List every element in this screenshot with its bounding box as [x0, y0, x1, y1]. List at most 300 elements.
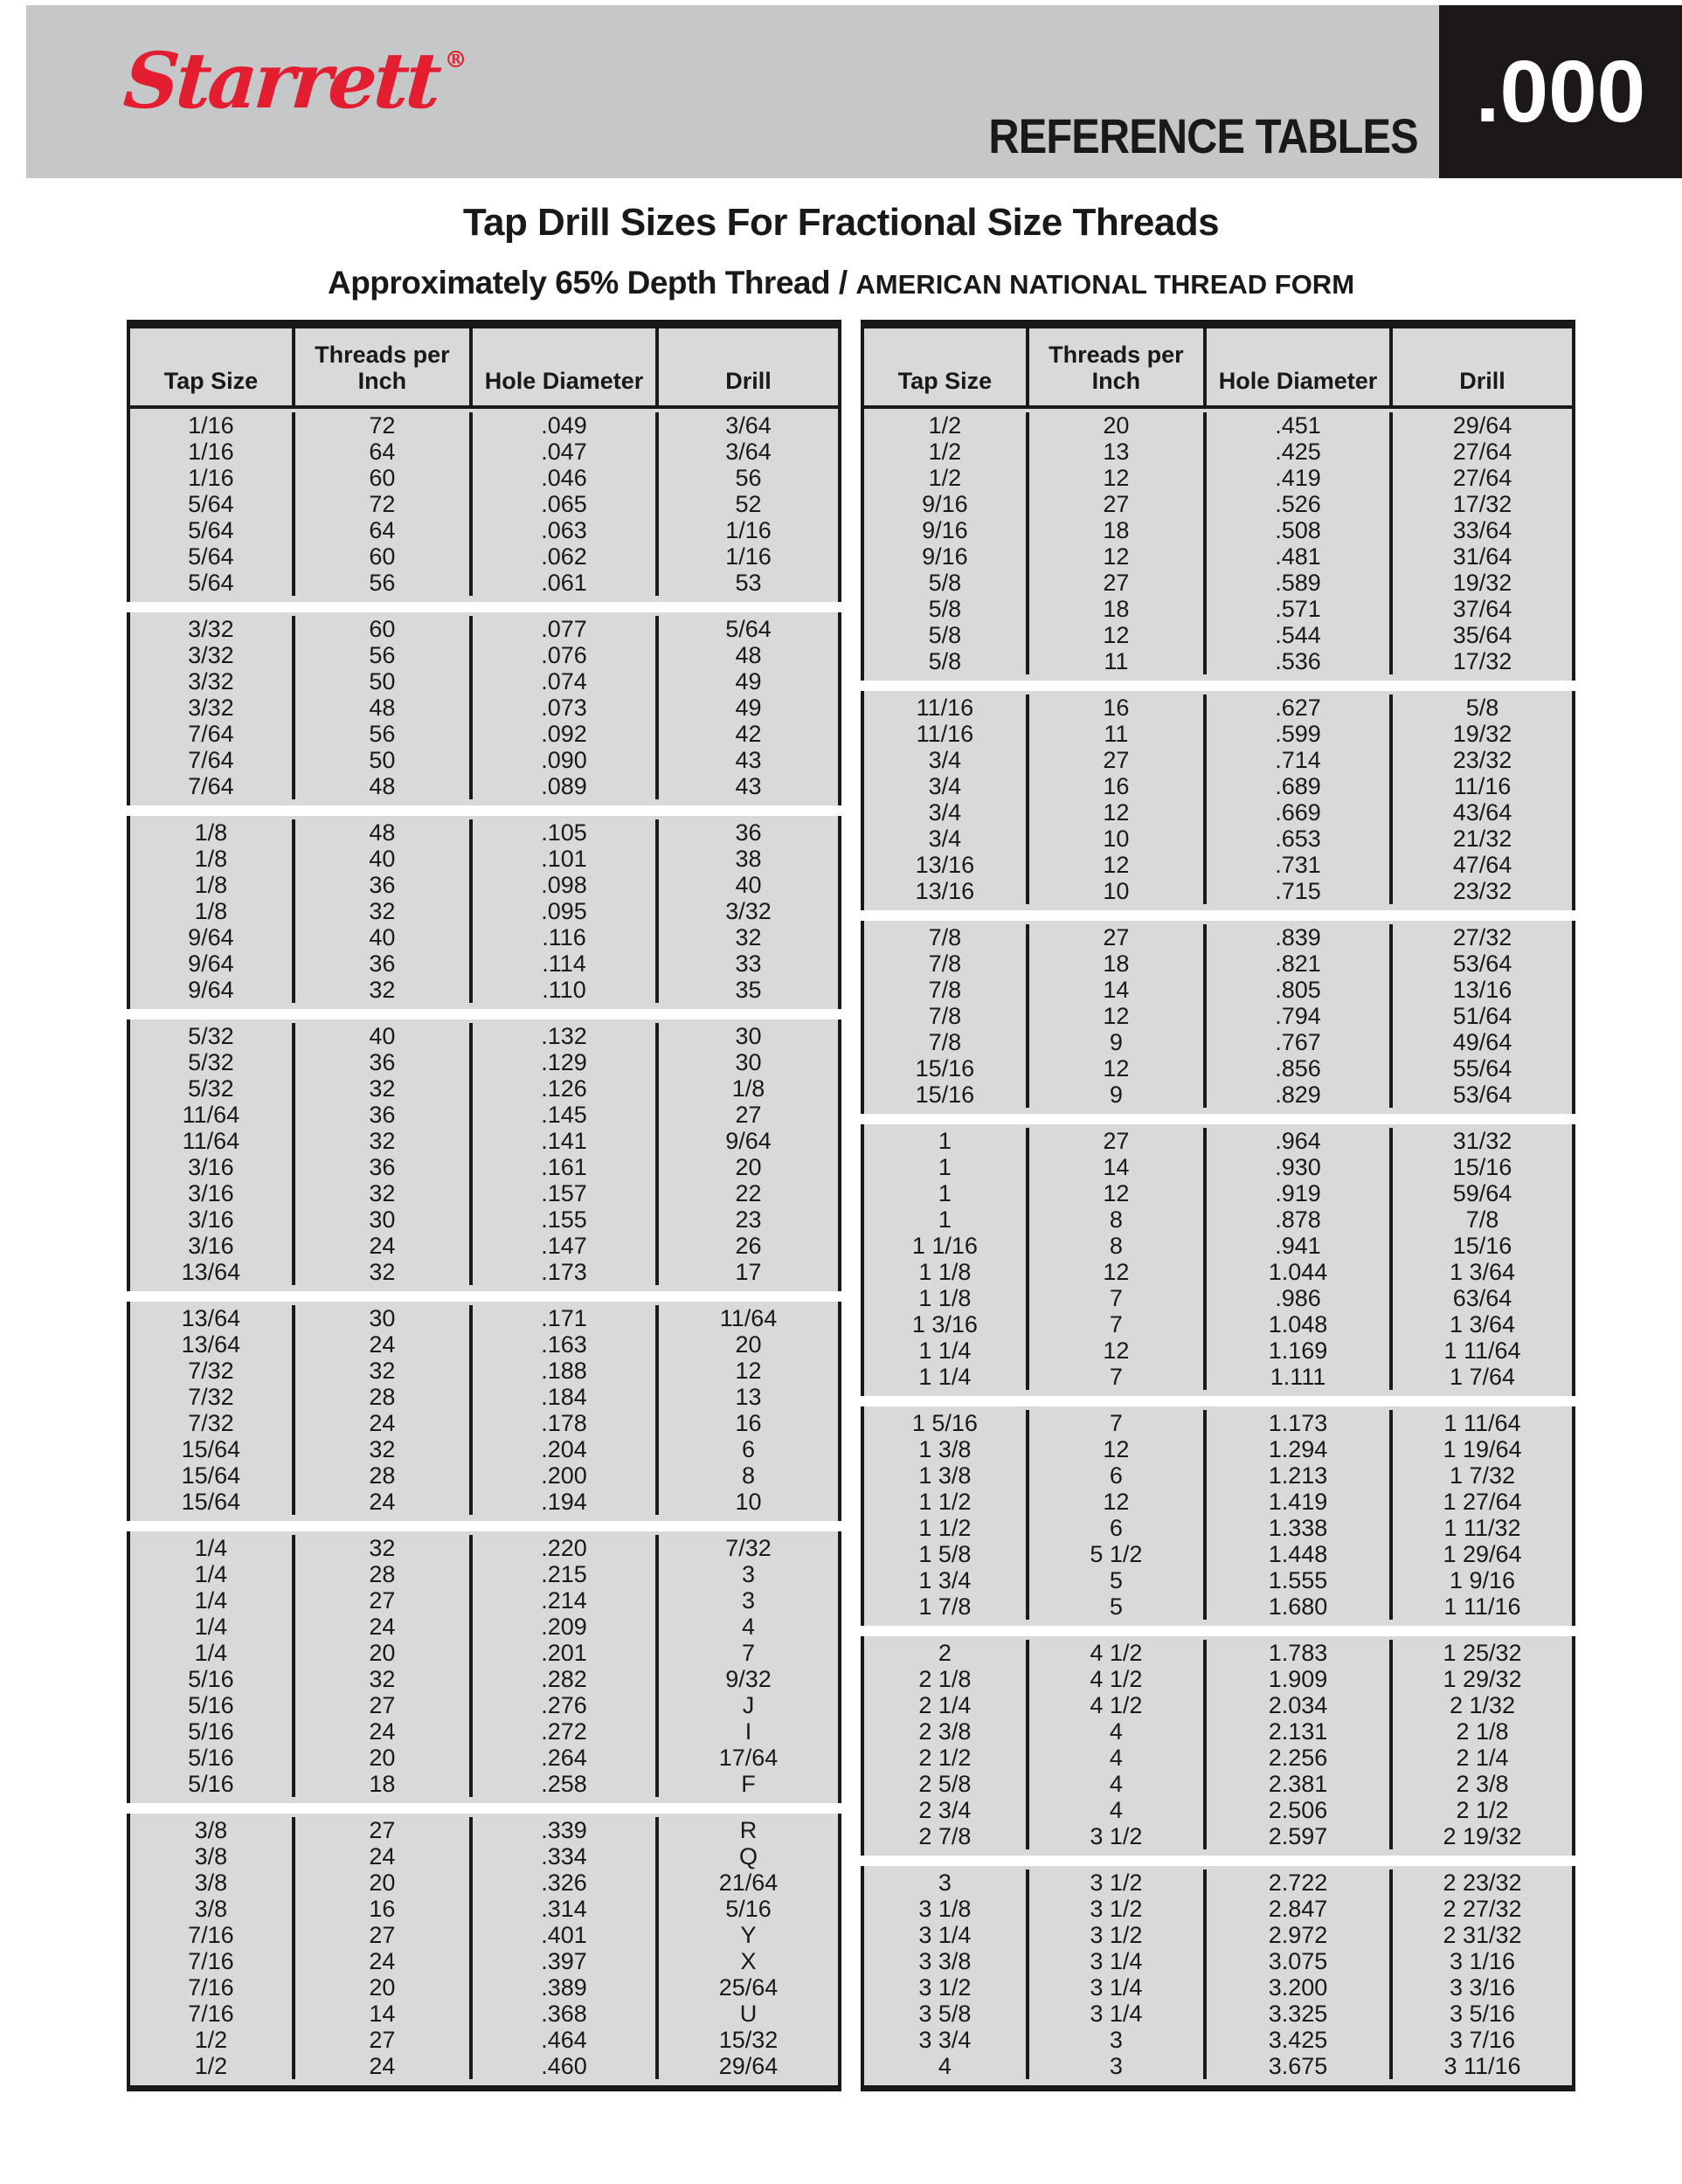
table-cell: 27: [1029, 1128, 1207, 1154]
table-cell: 1/2: [130, 2027, 295, 2053]
table-cell: 12: [1029, 852, 1207, 878]
table-cell: 1/2: [864, 412, 1029, 439]
table-cell: 30: [735, 1049, 762, 1075]
table-cell: 12: [1029, 1003, 1207, 1029]
table-cell: 7: [741, 1640, 755, 1666]
table-cell: 1.783: [1207, 1640, 1393, 1666]
table-cell: 7/64: [130, 721, 295, 747]
table-cell: 12: [1029, 1436, 1207, 1462]
table-cell: 7/16: [130, 1922, 295, 1948]
table-cell: .526: [1207, 491, 1393, 517]
column-header: Tap Size: [864, 328, 1029, 405]
page-code-box: [1439, 5, 1682, 178]
table-cell: 56: [295, 570, 473, 596]
brand-text: Starrett: [121, 35, 441, 126]
table-cell: .098: [473, 872, 659, 898]
table-cell: 17/32: [1452, 491, 1512, 517]
table-cell: 20: [295, 1745, 473, 1771]
table-cell: 20: [1029, 412, 1207, 439]
table-cell: 32: [295, 1535, 473, 1561]
table-cell: 15/64: [130, 1489, 295, 1515]
table-cell: 25/64: [718, 1974, 779, 2001]
table-cell: 27: [735, 1102, 762, 1128]
table-cell: R: [739, 1817, 758, 1843]
table-cell: 1: [864, 1154, 1029, 1180]
table-cell: 32: [295, 1259, 473, 1285]
table-cell: 7/64: [130, 773, 295, 799]
table-cell: 1 29/64: [1443, 1541, 1522, 1567]
table-cell: 36: [295, 1154, 473, 1180]
table-cell: 7/16: [130, 2001, 295, 2027]
table-cell: .049: [473, 412, 659, 439]
column-header: Hole Diameter: [1207, 328, 1393, 405]
table-cell: .669: [1207, 799, 1393, 826]
table-cell: 2.722: [1207, 1870, 1393, 1896]
table-cell: 3/16: [130, 1154, 295, 1180]
table-cell: 18: [295, 1771, 473, 1797]
table-cell: .805: [1207, 977, 1393, 1003]
table-header-row: [861, 320, 1575, 409]
table-cell: 50: [295, 747, 473, 773]
table-cell: 27: [295, 1922, 473, 1948]
table-cell: .821: [1207, 950, 1393, 977]
table-cell: 13/16: [1452, 977, 1512, 1003]
table-cell: 15/16: [1452, 1154, 1512, 1180]
table-cell: 3 1/2: [1029, 1823, 1207, 1849]
table-cell: 42: [735, 721, 762, 747]
table-cell: .878: [1207, 1206, 1393, 1233]
table-cell: 48: [295, 819, 473, 846]
table-cell: 1 1/16: [864, 1233, 1029, 1259]
table-cell: .145: [473, 1102, 659, 1128]
table-cell: 3.675: [1207, 2053, 1393, 2079]
table-cell: 15/64: [130, 1462, 295, 1489]
table-cell: 1/16: [130, 412, 295, 439]
table-cell: .061: [473, 570, 659, 596]
table-cell: .276: [473, 1692, 659, 1718]
table-cell: 5/16: [130, 1718, 295, 1745]
table-cell: 32: [295, 1666, 473, 1692]
table-cell: 16: [1029, 695, 1207, 721]
table-cell: 2 1/2: [1456, 1797, 1509, 1823]
table-cell: 48: [295, 695, 473, 721]
table-cell: 3 5/8: [864, 2001, 1029, 2027]
table-group: [127, 1019, 841, 1291]
table-cell: 3 1/2: [1029, 1870, 1207, 1896]
table-cell: 9: [1029, 1082, 1207, 1108]
table-cell: 1/4: [130, 1561, 295, 1587]
table-cell: 1 1/2: [864, 1515, 1029, 1541]
table-cell: 12: [1029, 543, 1207, 570]
table-cell: 2.597: [1207, 1823, 1393, 1849]
table-cell: 5/64: [130, 491, 295, 517]
table-cell: 12: [1029, 1180, 1207, 1206]
table-cell: 14: [1029, 977, 1207, 1003]
table-cell: .132: [473, 1023, 659, 1049]
table-cell: 22: [735, 1180, 762, 1206]
table-cell: 27/64: [1452, 439, 1512, 465]
table-cell: 1 1/2: [864, 1489, 1029, 1515]
table-cell: 1/16: [130, 439, 295, 465]
table-cell: 1 11/64: [1443, 1337, 1521, 1364]
table-cell: 3: [741, 1587, 755, 1614]
table-cell: .258: [473, 1771, 659, 1797]
table-cell: 3 1/4: [864, 1922, 1029, 1948]
table-cell: .047: [473, 439, 659, 465]
table-cell: 13/64: [130, 1331, 295, 1358]
table-cell: 1/16: [725, 543, 772, 570]
table-cell: X: [740, 1948, 757, 1974]
table-cell: 1/4: [130, 1587, 295, 1614]
table-cell: .076: [473, 642, 659, 668]
table-cell: .856: [1207, 1055, 1393, 1082]
table-group: [127, 1531, 841, 1803]
table-cell: .460: [473, 2053, 659, 2079]
table-cell: 37/64: [1452, 596, 1512, 622]
table-cell: .184: [473, 1384, 659, 1410]
table-cell: .829: [1207, 1082, 1393, 1108]
table-cell: 8: [1029, 1206, 1207, 1233]
table-cell: .536: [1207, 648, 1393, 674]
table-group: [861, 409, 1575, 681]
table-cell: 27: [295, 1817, 473, 1843]
table-cell: 11/16: [864, 721, 1029, 747]
table-cell: 6: [741, 1436, 755, 1462]
table-cell: 3/32: [130, 616, 295, 642]
table-cell: 48: [735, 642, 762, 668]
column-header: Drill: [725, 368, 772, 394]
table-cell: 20: [295, 1870, 473, 1896]
table-cell: 4: [741, 1614, 755, 1640]
table-cell: 7/8: [864, 1029, 1029, 1055]
table-cell: .105: [473, 819, 659, 846]
table-cell: 3.325: [1207, 2001, 1393, 2027]
table-group: [861, 1636, 1575, 1856]
table-cell: 14: [1029, 1154, 1207, 1180]
table-group: [861, 1406, 1575, 1626]
table-cell: 55/64: [1452, 1055, 1512, 1082]
table-cell: 5/16: [130, 1666, 295, 1692]
table-cell: 13/64: [130, 1259, 295, 1285]
table-cell: 3 1/4: [1029, 2001, 1207, 2027]
table-cell: .163: [473, 1331, 659, 1358]
table-cell: .794: [1207, 1003, 1393, 1029]
table-cell: 5/8: [864, 622, 1029, 648]
table-cell: 18: [1029, 517, 1207, 543]
table-cell: 48: [295, 773, 473, 799]
table-cell: .389: [473, 1974, 659, 2001]
table-cell: 1 19/64: [1443, 1436, 1522, 1462]
table-cell: 1 3/64: [1449, 1259, 1516, 1285]
table-cell: 6: [1029, 1515, 1207, 1541]
table-cell: 1 3/8: [864, 1436, 1029, 1462]
table-cell: 1 25/32: [1443, 1640, 1522, 1666]
table-cell: .314: [473, 1896, 659, 1922]
table-cell: 27: [1029, 747, 1207, 773]
table-cell: 27: [295, 2027, 473, 2053]
table-cell: 29/64: [1452, 412, 1512, 439]
table-cell: 1/16: [725, 517, 772, 543]
table-cell: 64: [295, 439, 473, 465]
table-cell: 1.448: [1207, 1541, 1393, 1567]
table-cell: 11/64: [130, 1128, 295, 1154]
table-cell: .964: [1207, 1128, 1393, 1154]
table-cell: 40: [295, 924, 473, 950]
table-cell: 1.044: [1207, 1259, 1393, 1285]
table-cell: 5/64: [130, 570, 295, 596]
table-cell: .715: [1207, 878, 1393, 904]
table-cell: 1/8: [130, 872, 295, 898]
table-cell: 19/32: [1452, 570, 1512, 596]
table-cell: 7: [1029, 1285, 1207, 1311]
table-cell: 4: [1029, 1745, 1207, 1771]
table-cell: 7/32: [130, 1410, 295, 1436]
table-cell: 11/64: [719, 1305, 778, 1331]
table-cell: 5/32: [130, 1075, 295, 1102]
table-cell: 19/32: [1452, 721, 1512, 747]
table-cell: 26: [735, 1233, 762, 1259]
table-cell: 11/16: [864, 695, 1029, 721]
table-cell: 2 7/8: [864, 1823, 1029, 1849]
table-cell: 1: [864, 1180, 1029, 1206]
table-cell: 4: [1029, 1718, 1207, 1745]
table-cell: 3 1/4: [1029, 1948, 1207, 1974]
table-cell: 1 11/16: [1443, 1593, 1521, 1620]
table-cell: 7/16: [130, 1948, 295, 1974]
table-cell: 1/2: [130, 2053, 295, 2079]
table-cell: 16: [735, 1410, 762, 1436]
table-cell: 8: [741, 1462, 755, 1489]
table-cell: 36: [295, 950, 473, 977]
table-cell: 1.555: [1207, 1567, 1393, 1593]
table-cell: .508: [1207, 517, 1393, 543]
table-cell: .178: [473, 1410, 659, 1436]
table-cell: 2 1/2: [864, 1745, 1029, 1771]
table-cell: 3 1/2: [1029, 1922, 1207, 1948]
table-cell: 5/16: [130, 1745, 295, 1771]
table-cell: 31/64: [1452, 543, 1512, 570]
section-title: REFERENCE TABLES: [988, 108, 1418, 163]
table-cell: 2.131: [1207, 1718, 1393, 1745]
table-cell: 3 7/16: [1449, 2027, 1516, 2053]
table-cell: .919: [1207, 1180, 1393, 1206]
table-cell: .464: [473, 2027, 659, 2053]
table-cell: 5 1/2: [1029, 1541, 1207, 1567]
table-cell: .425: [1207, 439, 1393, 465]
table-cell: 24: [295, 1843, 473, 1870]
column-header: Hole Diameter: [473, 328, 659, 405]
table-cell: .264: [473, 1745, 659, 1771]
table-cell: 27/64: [1452, 465, 1512, 491]
table-cell: 2 1/8: [864, 1666, 1029, 1692]
table-cell: 3 1/16: [1449, 1948, 1516, 1974]
table-cell: .101: [473, 846, 659, 872]
table-cell: 11/64: [130, 1102, 295, 1128]
table-cell: .839: [1207, 924, 1393, 950]
starrett-logo: [121, 35, 469, 126]
table-cell: 5/16: [130, 1771, 295, 1797]
table-group: [127, 816, 841, 1009]
table-cell: 1.419: [1207, 1489, 1393, 1515]
table-cell: 1 5/8: [864, 1541, 1029, 1567]
table-cell: 12: [1029, 1337, 1207, 1364]
page-subtitle: [0, 265, 1682, 301]
table-cell: 72: [295, 412, 473, 439]
table-cell: 51/64: [1452, 1003, 1512, 1029]
table-cell: 3/8: [130, 1870, 295, 1896]
table-cell: 2.034: [1207, 1692, 1393, 1718]
table-cell: 2 19/32: [1443, 1823, 1522, 1849]
table-cell: 24: [295, 1331, 473, 1358]
table-cell: 3 1/2: [864, 1974, 1029, 2001]
table-cell: 40: [735, 872, 762, 898]
table-cell: 1 1/4: [864, 1337, 1029, 1364]
table-cell: 1: [864, 1128, 1029, 1154]
table-cell: 36: [295, 872, 473, 898]
table-cell: 5/8: [1465, 695, 1499, 721]
table-cell: 1.909: [1207, 1666, 1393, 1692]
table-cell: 3: [864, 1870, 1029, 1896]
table-cell: 49/64: [1452, 1029, 1512, 1055]
table-cell: 13: [735, 1384, 762, 1410]
subtitle-caps: AMERICAN NATIONAL THREAD FORM: [855, 269, 1355, 300]
table-cell: 5/16: [725, 1896, 772, 1922]
table-cell: .141: [473, 1128, 659, 1154]
table-cell: 5/8: [864, 596, 1029, 622]
table-cell: 56: [735, 465, 762, 491]
table-cell: .063: [473, 517, 659, 543]
table-cell: 30: [735, 1023, 762, 1049]
table-cell: 1/8: [130, 898, 295, 924]
table-cell: .126: [473, 1075, 659, 1102]
table-cell: 60: [295, 616, 473, 642]
table-cell: 15/16: [864, 1082, 1029, 1108]
table-cell: 14: [295, 2001, 473, 2027]
table-cell: 6: [1029, 1462, 1207, 1489]
table-cell: .326: [473, 1870, 659, 1896]
table-cell: .090: [473, 747, 659, 773]
table-cell: 20: [295, 1974, 473, 2001]
table-cell: 2 1/4: [1456, 1745, 1509, 1771]
table-cell: 52: [735, 491, 762, 517]
table-cell: 3/16: [130, 1206, 295, 1233]
table-group: [127, 1814, 841, 2091]
column-header: Tap Size: [130, 328, 295, 405]
table-cell: .161: [473, 1154, 659, 1180]
table-cell: 3/8: [130, 1843, 295, 1870]
table-cell: .065: [473, 491, 659, 517]
table-cell: 27: [1029, 491, 1207, 517]
table-cell: 50: [295, 668, 473, 695]
table-cell: 3 5/16: [1449, 2001, 1516, 2027]
table-cell: 4: [864, 2053, 1029, 2079]
table-cell: 1/4: [130, 1614, 295, 1640]
table-cell: 11/16: [1453, 773, 1512, 799]
table-cell: Y: [740, 1922, 757, 1948]
table-cell: 24: [295, 1233, 473, 1259]
table-cell: 53/64: [1452, 1082, 1512, 1108]
table-cell: 32: [735, 924, 762, 950]
tap-drill-table-right: [861, 320, 1575, 2091]
table-cell: 24: [295, 1718, 473, 1745]
table-cell: 2: [864, 1640, 1029, 1666]
table-cell: 1 3/4: [864, 1567, 1029, 1593]
table-cell: .171: [473, 1305, 659, 1331]
table-cell: 1.680: [1207, 1593, 1393, 1620]
table-cell: 9/64: [130, 977, 295, 1003]
table-cell: 7/8: [864, 924, 1029, 950]
table-cell: .334: [473, 1843, 659, 1870]
table-cell: 2 1/32: [1449, 1692, 1516, 1718]
table-cell: 4: [1029, 1771, 1207, 1797]
table-cell: 72: [295, 491, 473, 517]
table-cell: 16: [295, 1896, 473, 1922]
table-cell: .714: [1207, 747, 1393, 773]
table-cell: 60: [295, 543, 473, 570]
table-cell: 7/16: [130, 1974, 295, 2001]
table-cell: 1/8: [130, 846, 295, 872]
table-cell: 1.213: [1207, 1462, 1393, 1489]
table-cell: 1/8: [731, 1075, 765, 1102]
table-cell: 3/4: [864, 773, 1029, 799]
table-cell: 30: [295, 1305, 473, 1331]
table-cell: 23/32: [1452, 878, 1512, 904]
table-cell: 2 31/32: [1443, 1922, 1522, 1948]
table-cell: 12: [735, 1358, 762, 1384]
table-cell: 4: [1029, 1797, 1207, 1823]
table-cell: 3/8: [130, 1817, 295, 1843]
table-cell: 8: [1029, 1233, 1207, 1259]
table-cell: 18: [1029, 950, 1207, 977]
table-cell: 12: [1029, 1489, 1207, 1515]
table-cell: .941: [1207, 1233, 1393, 1259]
table-cell: 10: [1029, 826, 1207, 852]
table-cell: 12: [1029, 1259, 1207, 1285]
table-cell: .419: [1207, 465, 1393, 491]
table-cell: .571: [1207, 596, 1393, 622]
table-cell: 60: [295, 465, 473, 491]
table-cell: 1 7/8: [864, 1593, 1029, 1620]
table-cell: 7/32: [130, 1358, 295, 1384]
table-cell: .767: [1207, 1029, 1393, 1055]
table-cell: 5/64: [130, 517, 295, 543]
table-cell: 15/64: [130, 1436, 295, 1462]
table-cell: 56: [295, 642, 473, 668]
table-cell: 1/2: [864, 465, 1029, 491]
table-cell: .077: [473, 616, 659, 642]
table-cell: 3: [741, 1561, 755, 1587]
table-group: [127, 409, 841, 602]
table-cell: 7: [1029, 1364, 1207, 1390]
table-cell: .339: [473, 1817, 659, 1843]
table-cell: 40: [295, 1023, 473, 1049]
table-cell: 33: [735, 950, 762, 977]
table-cell: 1 1/4: [864, 1364, 1029, 1390]
table-cell: 32: [295, 1075, 473, 1102]
table-cell: .092: [473, 721, 659, 747]
table-cell: 30: [295, 1206, 473, 1233]
table-cell: 49: [735, 695, 762, 721]
table-cell: 1 1/8: [864, 1259, 1029, 1285]
table-cell: .731: [1207, 852, 1393, 878]
table-cell: .451: [1207, 412, 1393, 439]
table-cell: 1 5/16: [864, 1410, 1029, 1436]
table-cell: 7/64: [130, 747, 295, 773]
table-group: [861, 1866, 1575, 2091]
table-cell: 40: [295, 846, 473, 872]
table-cell: 3 1/4: [1029, 1974, 1207, 2001]
table-cell: .147: [473, 1233, 659, 1259]
